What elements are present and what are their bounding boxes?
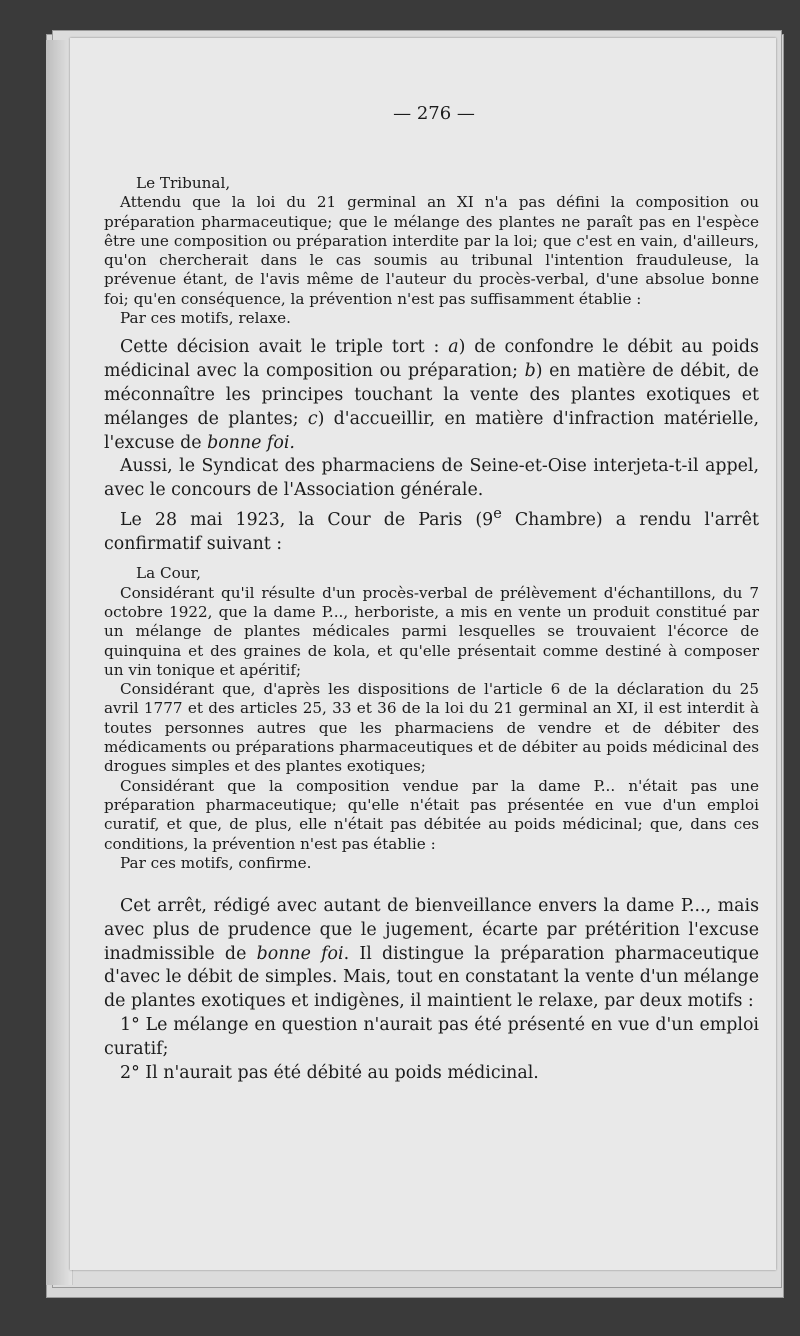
court-paragraph: Considérant que, d'après les dispositions de l'article 6 de la déclaration du 25 avril 1777 et des articles 25, 33 et 36 de la loi du 21 germinal an XI, il est interdit à toutes personnes autres que les pharmaciens de vendre et de débiter des médicaments ou préparations pharmaceutiques et de débiter au poids médicinal des drogues simples et des plantes exotiques; [104, 680, 759, 776]
commentary-1 [104, 336, 759, 556]
court-heading: La Cour, [136, 564, 201, 583]
commentary-paragraph: 1° Le mélange en question n'aurait pas été présenté en vue d'un emploi curatif; [104, 1015, 759, 1059]
page-number: — 276 — [393, 103, 475, 124]
commentary-paragraph: Cette décision avait le triple tort : a) de confondre le débit au poids médicinal avec la composition ou préparation; b) en matière de débit, de méconnaître les principes touchant la vente des plantes exotiques et mélanges de plantes; c) d'accueillir, en matière d'infraction matérielle, l'excuse de bonne foi. [104, 337, 759, 453]
tribunal-paragraph: Attendu que la loi du 21 germinal an XI n'a pas défini la composition ou préparation pharmaceutique; que le mélange des plantes ne paraît pas en l'espèce être une composition ou préparation interdite par la loi; que c'est en vain, d'ailleurs, qu'on chercherait dans le cas soumis au tribunal l'intention frauduleuse, la prévenue étant, de l'avis même de l'auteur du procès-verbal, d'une absolue bonne foi; qu'en conséquence, la prévention n'est pas suffisamment établie : [104, 193, 759, 308]
page-content [104, 174, 759, 1085]
court-paragraph: Considérant que la composition vendue par la dame P... n'était pas une préparation pharmaceutique; qu'elle n'était pas présentée en vue d'un emploi curatif, et que, de plus, elle n'était pas débitée au poids médicinal; que, dans ces conditions, la prévention n'est pas établie : [104, 776, 759, 853]
commentary-paragraph: Aussi, le Syndicat des pharmaciens de Seine-et-Oise interjeta-t-il appel, avec le concours de l'Association générale. [104, 456, 759, 501]
commentary-paragraph: Cet arrêt, rédigé avec autant de bienveillance envers la dame P..., mais avec plus de prudence que le jugement, écarte par prétérition l'excuse inadmissible de bonne foi. Il distingue la préparation pharmaceutique d'avec le débit de simples. Mais, tout en constatant la vente d'un mélange de plantes exotiques et indigènes, il maintient le relaxe, par deux motifs : [104, 896, 760, 1012]
tribunal-paragraph: Par ces motifs, relaxe. [120, 309, 291, 328]
tribunal-judgment [104, 174, 759, 328]
court-judgment [104, 564, 759, 873]
book-spine-edge [46, 40, 73, 1285]
commentary-paragraph: 2° Il n'aurait pas été débité au poids médicinal. [120, 1062, 539, 1083]
commentary-2 [104, 895, 759, 1085]
court-paragraph: Par ces motifs, confirme. [120, 853, 312, 872]
court-paragraph: Considérant qu'il résulte d'un procès-verbal de prélèvement d'échantillons, du 7 octobre 1922, que la dame P..., herboriste, a mis en vente un produit constitué par un mélange de plantes médicales parmi lesquelles se trouvaient l'écorce de quinquina et des graines de kola, et qu'elle présentait comme destiné à composer un vin tonique et apéritif; [104, 583, 759, 679]
commentary-paragraph: Le 28 mai 1923, la Cour de Paris (9e Chambre) a rendu l'arrêt confirmatif suivant : [104, 505, 760, 554]
tribunal-heading: Le Tribunal, [136, 174, 231, 192]
